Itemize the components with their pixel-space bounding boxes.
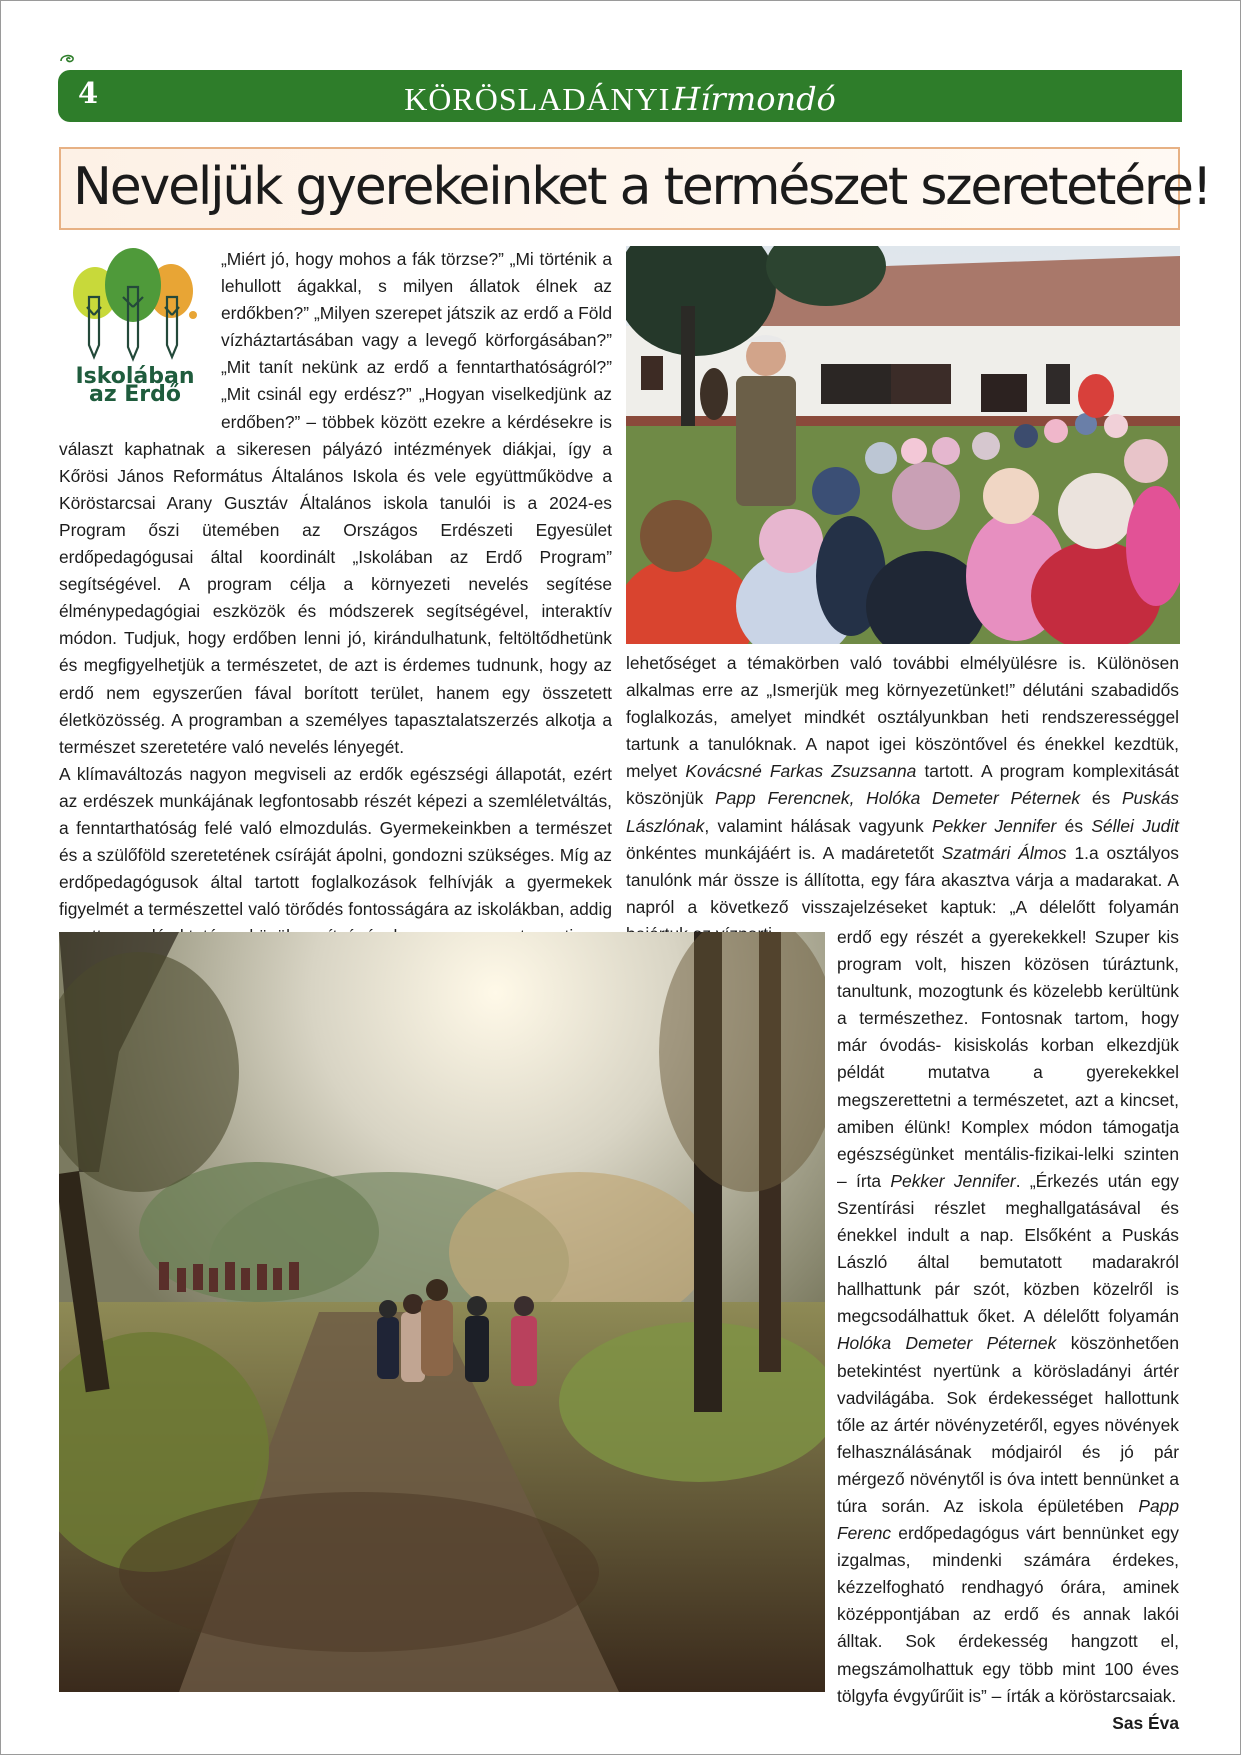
- person-name: Kovácsné Farkas Zsuzsanna: [685, 761, 917, 782]
- text-run: erdőpedagógus várt bennünket egy izgalmas, mindenki számára érdekes, kézzelfogható rendhagyó órára, aminek középpontjában az erdő és annak lakói álltak. Sok érdekesség hangzott el, megszámolhattuk egy több mint 100 éves tölgyfa évgyűrűit is” – írták a köröstarcsaiak.: [837, 1523, 1179, 1706]
- masthead-script: Hírmondó: [672, 80, 836, 118]
- text-run: lehetőséget a témakörben való további elmélyülésre is. Különösen alkalmas erre az „Ismerjük meg környezetünket!” délutáni szabadidős foglalkozás, amelyet mindkét osztályunkban heti rendszerességgel tartunk a tanulóknak. A napot igei köszöntővel és énekkel kezdtük, melyet: [626, 653, 1179, 782]
- person-name: Pekker Jennifer: [890, 1170, 1016, 1191]
- text-run: 1.a osztályos tanulónk már össze is állította, egy fára akasztva várja a madarakat. A napról a következő visszajelzéseket kaptuk: „A délelőtt folyamán: [626, 842, 1179, 917]
- text-run: köszönhetően betekintést nyertünk a körösladányi ártér vadvilágába. Sok érdekességet hallottunk tőle az ártér növényzetéről, egyes növények felhasználásának módjairól és jó pár mérgező növénytől is óva intett bennünket a túra során. Az iskola épületében: [837, 1333, 1179, 1516]
- text-run: . „Érkezés után egy Szentírási részlet meghallgatásával és énekkel indult a nap. Elsőként a Puskás László által bemutatott madarakról hallhattunk pár szót, közben közelről is megcsodálhattuk őket. A délelőtt folyamán: [837, 1170, 1179, 1327]
- logo-text-line2: az Erdő: [88, 382, 182, 408]
- text-run: tartott. A program komplexitását köszönjük: [626, 761, 1179, 809]
- person-name: Holóka Demeter Péternek: [837, 1333, 1057, 1354]
- article-paragraph-3: [626, 650, 1179, 948]
- author-signature: Sas Éva: [1112, 1712, 1179, 1733]
- text-run: , valamint hálásak vagyunk: [704, 815, 932, 836]
- article-headline: Neveljük gyerekeinket a természet szeretetére!: [73, 157, 1211, 217]
- masthead-main: KÖRÖSLADÁNYI: [404, 81, 671, 117]
- article-column-right-bottom: [837, 924, 1179, 1737]
- page-number: 4: [78, 76, 99, 110]
- text-run: és: [1056, 815, 1092, 836]
- person-name: Pekker Jennifer: [931, 815, 1057, 836]
- photo-falconer-with-children: [626, 246, 1180, 644]
- swirl-ornament-icon: [58, 52, 80, 66]
- person-name: Séllei Judit: [1091, 815, 1180, 836]
- person-name: Papp Ferencnek, Holóka Demeter Péternek: [715, 788, 1081, 809]
- article-paragraph-1: „Miért jó, hogy mohos a fák törzse?” „Mi történik a lehullott ágakkal, s milyen állatok élnek az erdőkben?” „Milyen szerepet játszik az erdő a Föld vízháztartásában vagy a levegő körforgásában?” „Mit tanít nekünk az erdő a fenntarthatóságról?” „Mit csinál egy erdész?” „Hogyan viselkedjünk az erdőben?” – többek között ezekre a kérdésekre is választ kaphatnak a sikeresen pályázó intézmények diákjai, így a Kőrösi János Református Általános Iskola és vele együttműködve a Köröstarcsai Arany Gusztáv Általános iskola tanulói is a 2024-es Program őszi ütemében az Országos Erdészeti Egyesület erdőpedagógusai által koordinált „Iskolában az Erdő Program” segítségével. A program célja a környezeti nevelés segítése élménypedagógiai eszközök és módszerek segítségével, interaktív módon. Tudjuk, hogy erdőben lenni jó, kirándulhatunk, feltöltődhetünk és megfigyelhetjük a természetet, de azt is érdemes tudnunk, hogy az erdő nem egyszerűen fával borított terület, hanem egy összetett életközösség. A programban a személyes tapasztalatszerzés alkotja a természet szeretetére való nevelés lényegét.: [59, 249, 612, 757]
- text-run: erdő egy részét a gyerekekkel! Szuper kis program volt, hiszen közösen túráztunk, tanultunk, mozogtunk és közelebb kerültünk a természethez. Fontosnak tartom, hogy már óvodás- kisiskolás korban elkezdjük példát mutatva a gyerekekkel megszerettetni a természetet, azt a kincset, amiben élünk! Komplex módon támogatja egészségünket mentális-fizikai-lelki szinten – írta: [837, 927, 1179, 1191]
- header-bar: [58, 70, 1182, 122]
- person-name: Puskás Lászlónak: [626, 788, 1179, 836]
- article-paragraph-2: A klímaváltozás nagyon megviseli az erdők egészségi állapotát, ezért az erdészek munkájának legfontosabb részét képezi a szemléletváltás, a fenntarthatóság felé való elmozdulás. Gyermekeinkben a természet és a szülőföld szeretetének csíráját ápolni, gondozni szükséges. Míg az erdőpedagógusok által tartott foglalkozások felhívják a gyermekek figyelmét a természettel való törődés fontosságára az iskolákban, addig: [59, 763, 612, 920]
- masthead: [58, 80, 1182, 118]
- forest-pencils-icon: [59, 245, 211, 365]
- logo-text-line1: Iskolában: [75, 364, 195, 390]
- text-run: és: [1080, 788, 1122, 809]
- text-run: önkéntes munkájáért is. A madáretetőt: [626, 842, 942, 863]
- program-logo: [59, 245, 211, 423]
- photo-forest-walk: [59, 932, 825, 1692]
- headline-box: [59, 147, 1211, 230]
- article-paragraph-4: [837, 924, 1179, 1733]
- person-name: Szatmári Álmos: [941, 842, 1067, 863]
- article-column-right-top: [626, 650, 1179, 948]
- article-column-left: [59, 246, 612, 950]
- person-name: Papp Ferenc: [837, 1495, 1179, 1544]
